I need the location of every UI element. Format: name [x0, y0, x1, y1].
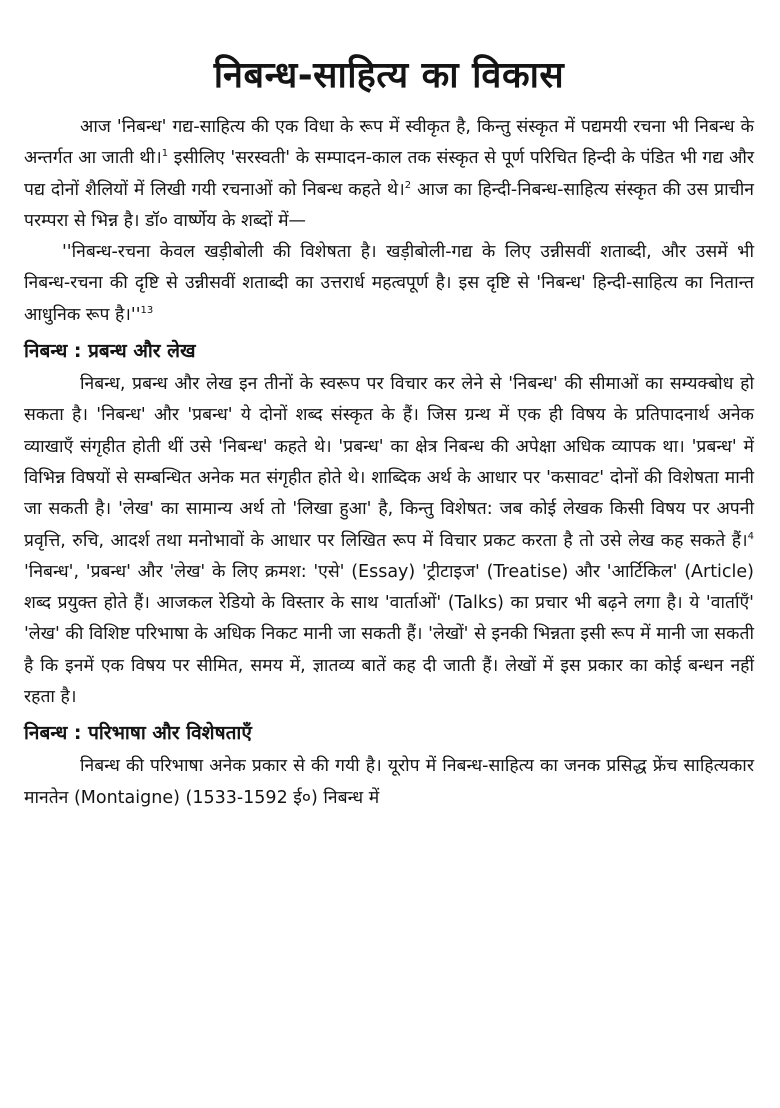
section1-text-2: 'निबन्ध', 'प्रबन्ध' और 'लेख' के लिए क्रमश: 'एसे' (Essay) 'ट्रीटाइज' (Treatise) और 'आर्टिकिल' (Article) शब्द प्रयुक्त होते हैं। आजकल रेडियो के विस्तार के साथ 'वार्ताओं' (Talks) का प्रचार भी बढ़ने लगा है। ये 'वार्ताएँ' 'लेख' की विशिष्ट परिभाषा के अधिक निकट मानी जा सकती हैं। 'लेखों' से इनकी भिन्नता इसी रूप में मानी जा सकती है कि इनमें एक विषय पर सीमित, समय में, ज्ञातव्य बातें कह दी जाती हैं। लेखों में इस प्रकार का कोई बन्धन नहीं रहता है। [24, 561, 754, 708]
intro-text-2: इसीलिए 'सरस्वती' के सम्पादन-काल तक संस्कृत से पूर्ण परिचित हिन्दी के पंडित भी गद्य और पद्य दोनों शैलियों में लिखी गयी रचनाओं को निबन्ध कहते थे। [24, 148, 755, 200]
intro-paragraph [24, 112, 754, 237]
intro-text-1: आज 'निबन्ध' गद्य-साहित्य की एक विधा के रूप में स्वीकृत है, किन्तु संस्कृत में पद्यमयी रचना भी निबन्ध के अन्तर्गत आ जाती थी। [24, 117, 754, 169]
quote-paragraph [24, 237, 754, 331]
section2-text: निबन्ध की परिभाषा अनेक प्रकार से की गयी है। यूरोप में निबन्ध-साहित्य का जनक प्रसिद्ध फ्रेंच साहित्यकार मानतेन (Montaigne) (1533-1592 ई०) निबन्ध में [24, 756, 754, 808]
footnote-ref-2: 2 [404, 179, 412, 191]
document-page [24, 48, 754, 814]
page-title: निबन्ध-साहित्य का विकास [213, 55, 565, 96]
intro-text-3: आज का हिन्दी-निबन्ध-साहित्य संस्कृत की उस प्राचीन परम्परा से भिन्न है। डॉ० वार्ष्णेय के शब्दों में— [24, 179, 754, 231]
quote-text: ''निबन्ध-रचना केवल खड़ीबोली की विशेषता है। खड़ीबोली-गद्य के लिए उन्नीसवीं शताब्दी, और उसमें भी निबन्ध-रचना की दृष्टि से उन्नीसवीं शताब्दी का उत्तरार्ध महत्वपूर्ण है। इस दृष्टि से 'निबन्ध' हिन्दी-साहित्य का नितान्त आधुनिक रूप है।'' [24, 242, 754, 325]
section2-paragraph [24, 751, 754, 814]
footnote-ref-1: 1 [161, 148, 169, 160]
section-heading-paribhasha: निबन्ध : परिभाषा और विशेषताएँ [24, 722, 252, 745]
section-heading-nibandh-prabandh-lekh: निबन्ध : प्रबन्ध और लेख [24, 340, 196, 363]
footnote-ref-3: 13 [140, 304, 154, 316]
footnote-ref-4: 4 [747, 530, 754, 542]
section1-text-1: निबन्ध, प्रबन्ध और लेख इन तीनों के स्वरूप पर विचार कर लेने से 'निबन्ध' की सीमाओं का सम्यक्बोध हो सकता है। 'निबन्ध' और 'प्रबन्ध' ये दोनों शब्द संस्कृत के हैं। जिस ग्रन्थ में एक ही विषय के प्रतिपादनार्थ अनेक व्याखाएँ संगृहीत होती थीं उसे 'निबन्ध' कहते थे। 'प्रबन्ध' का क्षेत्र निबन्ध की अपेक्षा अधिक व्यापक था। 'प्रबन्ध' में विभिन्न विषयों से सम्बन्धित अनेक मत संगृहीत होते थे। शाब्दिक अर्थ के आधार पर 'कसावट' दोनों की विशेषता मानी जा सकती है। 'लेख' का सामान्य अर्थ तो 'लिखा हुआ' है, किन्तु विशेषत: जब कोई लेखक किसी विषय पर अपनी प्रवृत्ति, रुचि, आदर्श तथा मनोभावों के आधार पर लिखित रूप में विचार प्रकट करता है तो उसे लेख कह सकते हैं। [24, 374, 754, 551]
section1-paragraph [24, 369, 754, 713]
